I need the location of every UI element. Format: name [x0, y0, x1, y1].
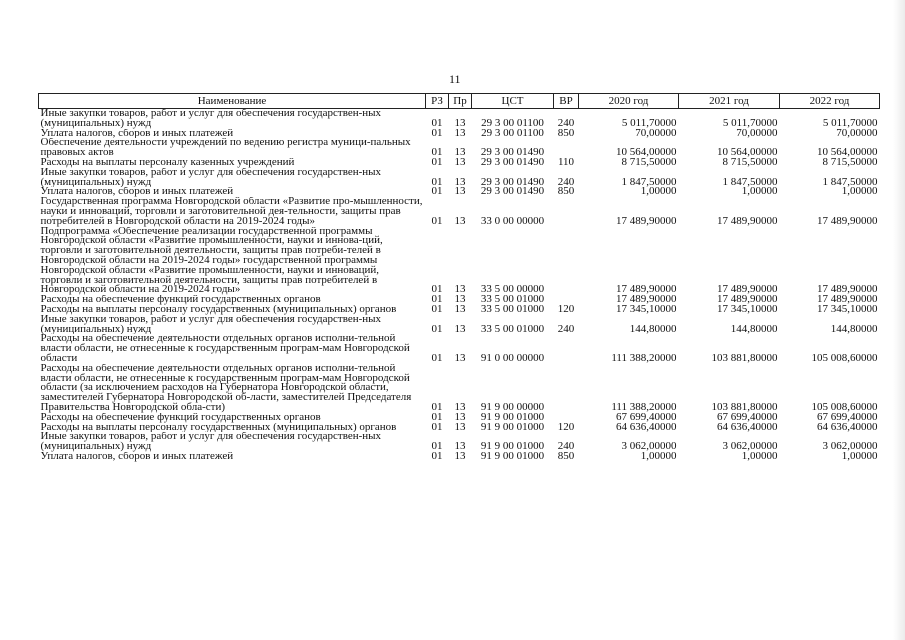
row-value-2022: 10 564,00000 — [817, 146, 878, 159]
row-pr: 13 — [454, 185, 466, 198]
row-cst: 29 3 00 01490 — [480, 175, 545, 188]
row-rz: 01 — [431, 155, 443, 168]
row-name: Иные закупки товаров, работ и услуг для обеспечения государствен-ных (муниципальных) нужд — [40, 432, 382, 452]
row-value-2022: 3 062,00000 — [822, 440, 878, 453]
row-cst: 91 9 00 01000 — [480, 449, 545, 462]
row-value-2020: 5 011,70000 — [621, 116, 677, 129]
row-cst: 29 3 00 01100 — [481, 126, 544, 139]
row-value-2020: 1,00000 — [640, 449, 677, 462]
row-rz: 01 — [431, 351, 443, 364]
row-pr: 13 — [454, 322, 466, 335]
header-rz: РЗ — [426, 94, 449, 109]
row-value-2021: 103 881,80000 — [711, 400, 778, 413]
row-value-2022: 8 715,50000 — [822, 155, 878, 168]
row-pr: 13 — [454, 175, 466, 188]
row-vr: 110 — [557, 155, 575, 168]
row-pr: 13 — [454, 116, 466, 129]
row-cst: 33 5 00 00000 — [480, 283, 545, 296]
row-value-2020: 111 388,20000 — [611, 351, 677, 364]
table-row — [39, 158, 880, 168]
row-value-2021: 1,00000 — [741, 185, 778, 198]
row-name: Обеспечение деятельности учреждений по ведению регистра муници-пальных правовых актов — [40, 138, 411, 158]
row-name: Уплата налогов, сборов и иных платежей — [40, 128, 234, 139]
row-name: Иные закупки товаров, работ и услуг для обеспечения государствен-ных (муниципальных) нужд — [40, 108, 382, 129]
row-rz: 01 — [431, 420, 443, 433]
row-vr: 120 — [557, 302, 575, 315]
table-row — [39, 423, 880, 433]
row-name: Расходы на выплаты персоналу казенных учреждений — [40, 157, 295, 168]
row-value-2020: 64 636,40000 — [616, 420, 677, 433]
row-value-2022: 67 699,40000 — [817, 410, 878, 423]
row-value-2020: 8 715,50000 — [621, 155, 677, 168]
row-rz: 01 — [431, 302, 443, 315]
row-name: Уплата налогов, сборов и иных платежей — [40, 187, 234, 198]
table-row — [39, 432, 880, 452]
row-cst: 91 9 00 01000 — [480, 410, 545, 423]
row-rz: 01 — [431, 175, 443, 188]
row-value-2022: 17 489,90000 — [817, 214, 878, 227]
row-value-2021: 10 564,00000 — [717, 146, 778, 159]
row-value-2021: 67 699,40000 — [717, 410, 778, 423]
table-row — [39, 334, 880, 363]
row-cst: 29 3 00 01490 — [480, 155, 545, 168]
row-rz: 01 — [431, 440, 443, 453]
row-vr: 120 — [557, 420, 575, 433]
row-rz: 01 — [431, 322, 443, 335]
row-cst: 33 5 00 01000 — [480, 293, 545, 306]
row-name: Уплата налогов, сборов и иных платежей — [40, 451, 234, 462]
row-value-2022: 144,80000 — [830, 322, 878, 335]
row-value-2020: 1,00000 — [640, 185, 677, 198]
row-pr: 13 — [454, 440, 466, 453]
row-vr: 850 — [557, 126, 575, 139]
row-vr: 240 — [557, 175, 575, 188]
row-value-2020: 3 062,00000 — [621, 440, 677, 453]
row-value-2022: 64 636,40000 — [817, 420, 878, 433]
row-value-2020: 17 489,90000 — [616, 293, 677, 306]
row-name: Расходы на обеспечение деятельности отдельных органов исполни-тельной власти области, не отнесенные к государственным програм-мам Новгородской области (за исключением расходов на Губернатора Новгородской области, заместителей Губернатора Новгородской об-ласти, заместителей Председателя Правительства Новгородской обла-сти) — [40, 363, 412, 413]
header-2020: 2020 год — [579, 94, 679, 109]
row-pr: 13 — [454, 449, 466, 462]
row-value-2021: 1,00000 — [741, 449, 778, 462]
row-pr: 13 — [454, 410, 466, 423]
row-vr: 850 — [557, 185, 575, 198]
row-cst: 91 0 00 00000 — [480, 351, 545, 364]
row-pr: 13 — [454, 302, 466, 315]
row-value-2022: 17 489,90000 — [817, 293, 878, 306]
header-pr: Пр — [449, 94, 472, 109]
row-name: Иные закупки товаров, работ и услуг для обеспечения государствен-ных (муниципальных) нужд — [40, 314, 382, 335]
row-value-2020: 17 489,90000 — [616, 283, 677, 296]
row-cst: 29 3 00 01490 — [480, 185, 545, 198]
row-value-2022: 105 008,60000 — [811, 400, 878, 413]
row-value-2022: 17 345,10000 — [817, 302, 878, 315]
row-pr: 13 — [454, 155, 466, 168]
scan-edge-shadow — [893, 0, 905, 640]
header-cst: ЦСТ — [472, 94, 554, 109]
row-vr: 850 — [557, 449, 575, 462]
row-name: Расходы на обеспечение деятельности отдельных органов исполни-тельной власти области, не отнесенные к государственным програм-мам Новгородской области — [40, 334, 410, 364]
row-rz: 01 — [431, 293, 443, 306]
row-cst: 33 5 00 01000 — [480, 302, 545, 315]
row-value-2021: 144,80000 — [730, 322, 778, 335]
row-rz: 01 — [431, 449, 443, 462]
row-pr: 13 — [454, 420, 466, 433]
header-2022: 2022 год — [780, 94, 880, 109]
table-row — [39, 129, 880, 139]
row-rz: 01 — [431, 400, 443, 413]
row-value-2022: 1 847,50000 — [822, 175, 878, 188]
row-value-2021: 5 011,70000 — [722, 116, 778, 129]
row-vr — [554, 364, 579, 413]
header-2021: 2021 год — [679, 94, 780, 109]
row-value-2020: 10 564,00000 — [616, 146, 677, 159]
row-name: Подпрограмма «Обеспечение реализации государственной программы Новгородской области «Развитие промышленности, науки и иннова-ций, торговли и заготовительной деятельности, защиты прав потреби-телей в Новгородской области на 2019-2024 годы» государственной программы Новгородской области «Развитие промышленности, науки и инноваций, торговли и заготовительной деятельности, защиты прав потребителей в Новгородской области на 2019-2024 годы» — [40, 226, 383, 296]
row-name: Расходы на обеспечение функций государственных органов — [40, 412, 321, 423]
row-cst: 33 0 00 00000 — [480, 214, 545, 227]
row-name: Расходы на обеспечение функций государственных органов — [40, 295, 321, 305]
row-pr: 13 — [454, 293, 466, 306]
row-rz: 01 — [431, 214, 443, 227]
row-cst: 91 9 00 00000 — [480, 400, 545, 413]
row-pr: 13 — [454, 283, 466, 296]
row-value-2022: 5 011,70000 — [822, 116, 878, 129]
table-row — [39, 452, 880, 462]
row-value-2021: 3 062,00000 — [722, 440, 778, 453]
row-value-2020: 1 847,50000 — [621, 175, 677, 188]
row-value-2021: 1 847,50000 — [722, 175, 778, 188]
row-value-2021: 17 489,90000 — [717, 283, 778, 296]
row-value-2020: 67 699,40000 — [616, 410, 677, 423]
row-value-2022: 1,00000 — [841, 185, 878, 198]
row-value-2022: 1,00000 — [841, 449, 878, 462]
row-pr: 13 — [454, 351, 466, 364]
row-vr — [554, 334, 579, 363]
row-value-2020: 144,80000 — [629, 322, 677, 335]
row-rz: 01 — [431, 185, 443, 198]
header-vr: ВР — [554, 94, 579, 109]
header-name: Наименование — [39, 94, 426, 109]
table-row — [39, 315, 880, 335]
row-value-2021: 103 881,80000 — [711, 351, 778, 364]
row-name: Расходы на выплаты персоналу государственных (муниципальных) органов — [40, 304, 397, 315]
row-cst: 29 3 00 01100 — [481, 116, 544, 129]
row-value-2021: 70,00000 — [736, 126, 778, 139]
table-row — [39, 305, 880, 315]
row-value-2022: 70,00000 — [836, 126, 878, 139]
page-number: 11 — [449, 72, 461, 86]
row-value-2020: 17 345,10000 — [616, 302, 677, 315]
table-row — [39, 364, 880, 413]
row-cst: 91 9 00 01000 — [480, 420, 545, 433]
row-name: Иные закупки товаров, работ и услуг для обеспечения государствен-ных (муниципальных) нужд — [40, 167, 382, 188]
row-pr: 13 — [454, 214, 466, 227]
row-rz: 01 — [431, 116, 443, 129]
row-value-2021: 17 489,90000 — [717, 214, 778, 227]
row-value-2021: 64 636,40000 — [717, 420, 778, 433]
table-header-row — [39, 94, 880, 109]
row-value-2022: 17 489,90000 — [817, 283, 878, 296]
row-value-2020: 111 388,20000 — [611, 400, 677, 413]
row-vr: 240 — [557, 116, 575, 129]
row-pr: 13 — [454, 126, 466, 139]
row-vr: 240 — [557, 322, 575, 335]
row-value-2021: 17 489,90000 — [717, 293, 778, 306]
table-row — [39, 197, 880, 226]
row-cst: 29 3 00 01490 — [480, 146, 545, 159]
row-value-2021: 8 715,50000 — [722, 155, 778, 168]
row-value-2022: 105 008,60000 — [811, 351, 878, 364]
row-vr — [554, 227, 579, 296]
row-name: Государственная программа Новгородской области «Развитие про-мышленности, науки и инноваций, торговли и заготовительной дея-тельности, защиты прав потребителей в Новгородской области на 2019-2024 годы» — [40, 197, 423, 227]
table-row — [39, 227, 880, 296]
row-rz: 01 — [431, 283, 443, 296]
row-vr: 240 — [557, 440, 575, 453]
row-pr: 13 — [454, 400, 466, 413]
table-row — [39, 109, 880, 129]
row-value-2021: 17 345,10000 — [717, 302, 778, 315]
table-row — [39, 187, 880, 197]
row-value-2020: 70,00000 — [635, 126, 677, 139]
row-rz: 01 — [431, 146, 443, 159]
row-pr: 13 — [454, 146, 466, 159]
row-vr — [554, 197, 579, 226]
row-value-2020: 17 489,90000 — [616, 214, 677, 227]
row-cst: 91 9 00 01000 — [480, 440, 545, 453]
row-name: Расходы на выплаты персоналу государственных (муниципальных) органов — [40, 422, 397, 433]
row-rz: 01 — [431, 410, 443, 423]
budget-table — [38, 93, 880, 462]
row-cst: 33 5 00 01000 — [480, 322, 545, 335]
row-rz: 01 — [431, 126, 443, 139]
